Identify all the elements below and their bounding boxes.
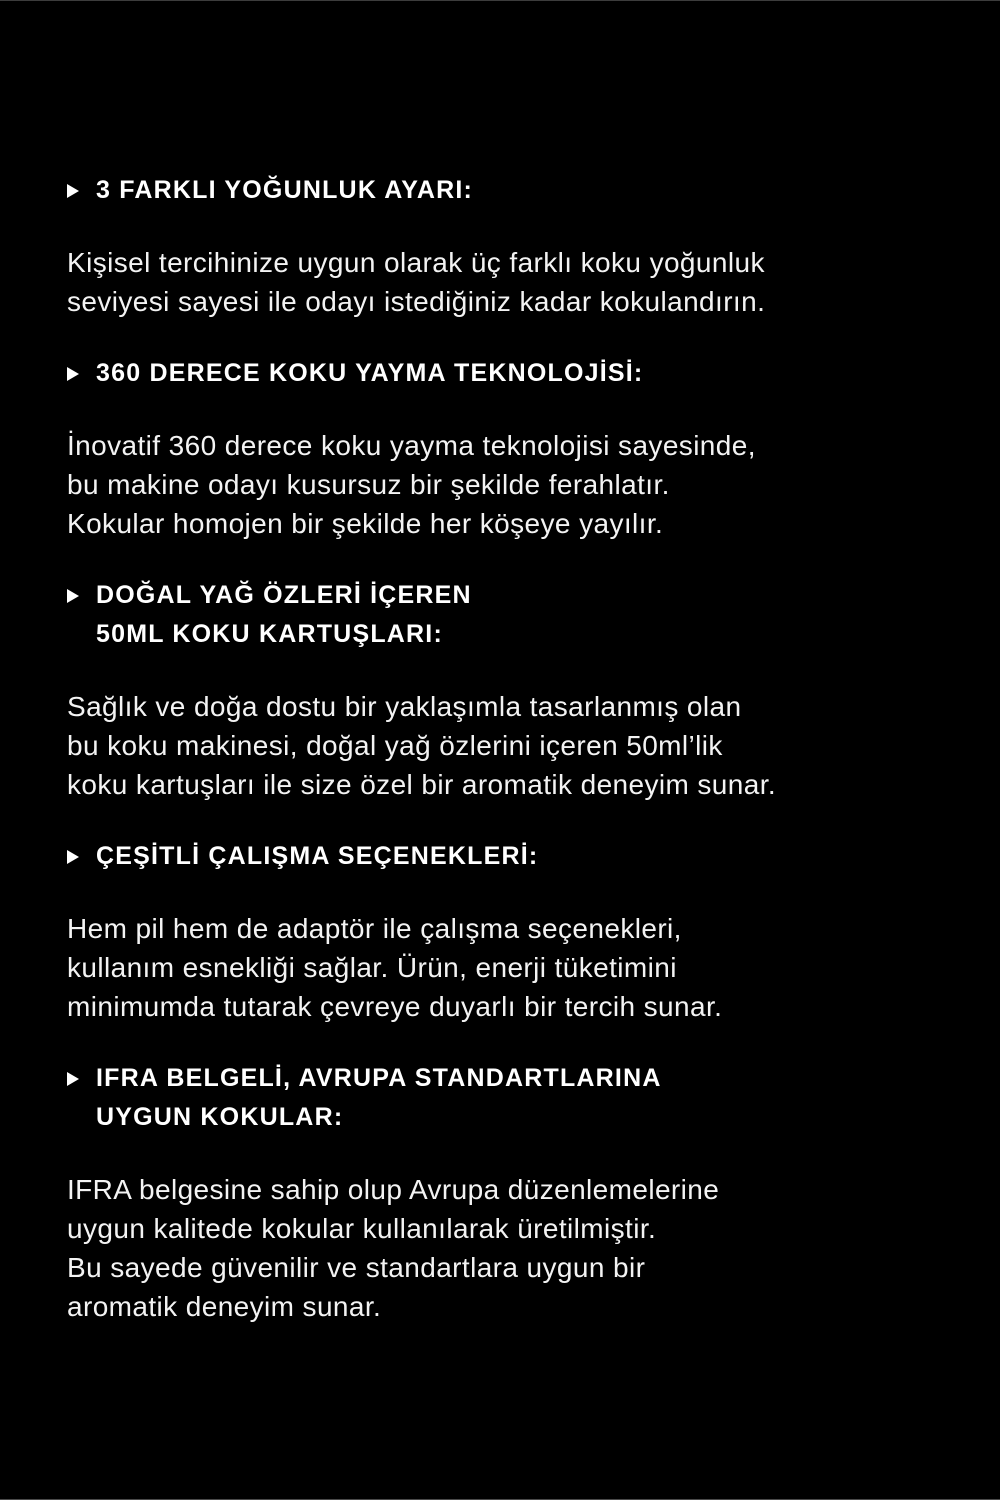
- section-heading: [96, 354, 643, 393]
- section-heading-row: [67, 837, 945, 876]
- section-body: [67, 687, 945, 804]
- section-body: [67, 243, 945, 321]
- triangle-right-icon: [67, 1072, 79, 1086]
- triangle-right-icon: [67, 184, 79, 198]
- body-line: bu koku makinesi, doğal yağ özlerini içeren 50ml’lik: [67, 730, 723, 761]
- feature-section-ifra-certified: [67, 1059, 945, 1326]
- section-heading-row: [67, 354, 945, 393]
- heading-line: DOĞAL YAĞ ÖZLERİ İÇEREN: [96, 581, 472, 609]
- body-line: minimumda tutarak çevreye duyarlı bir tercih sunar.: [67, 991, 723, 1022]
- feature-section-operating-options: [67, 837, 945, 1026]
- section-heading: [96, 171, 473, 210]
- body-line: uygun kalitede kokular kullanılarak üretilmiştir.: [67, 1213, 657, 1244]
- section-heading-row: [67, 171, 945, 210]
- section-body: [67, 1170, 945, 1326]
- heading-line: 3 FARKLI YOĞUNLUK AYARI:: [96, 176, 474, 204]
- feature-section-360-technology: [67, 354, 945, 543]
- body-line: aromatik deneyim sunar.: [67, 1291, 382, 1322]
- feature-section-intensity: [67, 171, 945, 321]
- section-heading-row: [67, 1059, 945, 1137]
- section-heading-row: [67, 576, 945, 654]
- section-body: [67, 909, 945, 1026]
- body-line: Kişisel tercihinize uygun olarak üç farklı koku yoğunluk: [67, 247, 765, 278]
- triangle-right-icon: [67, 850, 79, 864]
- body-line: kullanım esnekliği sağlar. Ürün, enerji tüketimini: [67, 952, 677, 983]
- bullet-column: [67, 837, 96, 864]
- bullet-column: [67, 354, 96, 381]
- heading-line: 360 DERECE KOKU YAYMA TEKNOLOJİSİ:: [96, 359, 644, 387]
- body-line: seviyesi sayesi ile odayı istediğiniz kadar kokulandırın.: [67, 286, 766, 317]
- heading-line: IFRA BELGELİ, AVRUPA STANDARTLARINA: [96, 1064, 662, 1092]
- body-line: Sağlık ve doğa dostu bir yaklaşımla tasarlanmış olan: [67, 691, 742, 722]
- heading-line: UYGUN KOKULAR:: [96, 1103, 344, 1131]
- body-line: Bu sayede güvenilir ve standartlara uygun bir: [67, 1252, 646, 1283]
- section-heading: [96, 576, 472, 654]
- heading-line: ÇEŞİTLİ ÇALIŞMA SEÇENEKLERİ:: [96, 842, 539, 870]
- body-line: koku kartuşları ile size özel bir aromatik deneyim sunar.: [67, 769, 777, 800]
- bullet-column: [67, 576, 96, 603]
- triangle-right-icon: [67, 589, 79, 603]
- triangle-right-icon: [67, 367, 79, 381]
- body-line: İnovatif 360 derece koku yayma teknolojisi sayesinde,: [67, 430, 756, 461]
- body-line: IFRA belgesine sahip olup Avrupa düzenlemelerine: [67, 1174, 720, 1205]
- heading-line: 50ML KOKU KARTUŞLARI:: [96, 620, 443, 648]
- bullet-column: [67, 171, 96, 198]
- bullet-column: [67, 1059, 96, 1086]
- feature-section-natural-oil-cartridges: [67, 576, 945, 804]
- body-line: bu makine odayı kusursuz bir şekilde ferahlatır.: [67, 469, 670, 500]
- section-body: [67, 426, 945, 543]
- section-heading: [96, 837, 538, 876]
- body-line: Hem pil hem de adaptör ile çalışma seçenekleri,: [67, 913, 682, 944]
- body-line: Kokular homojen bir şekilde her köşeye yayılır.: [67, 508, 664, 539]
- section-heading: [96, 1059, 662, 1137]
